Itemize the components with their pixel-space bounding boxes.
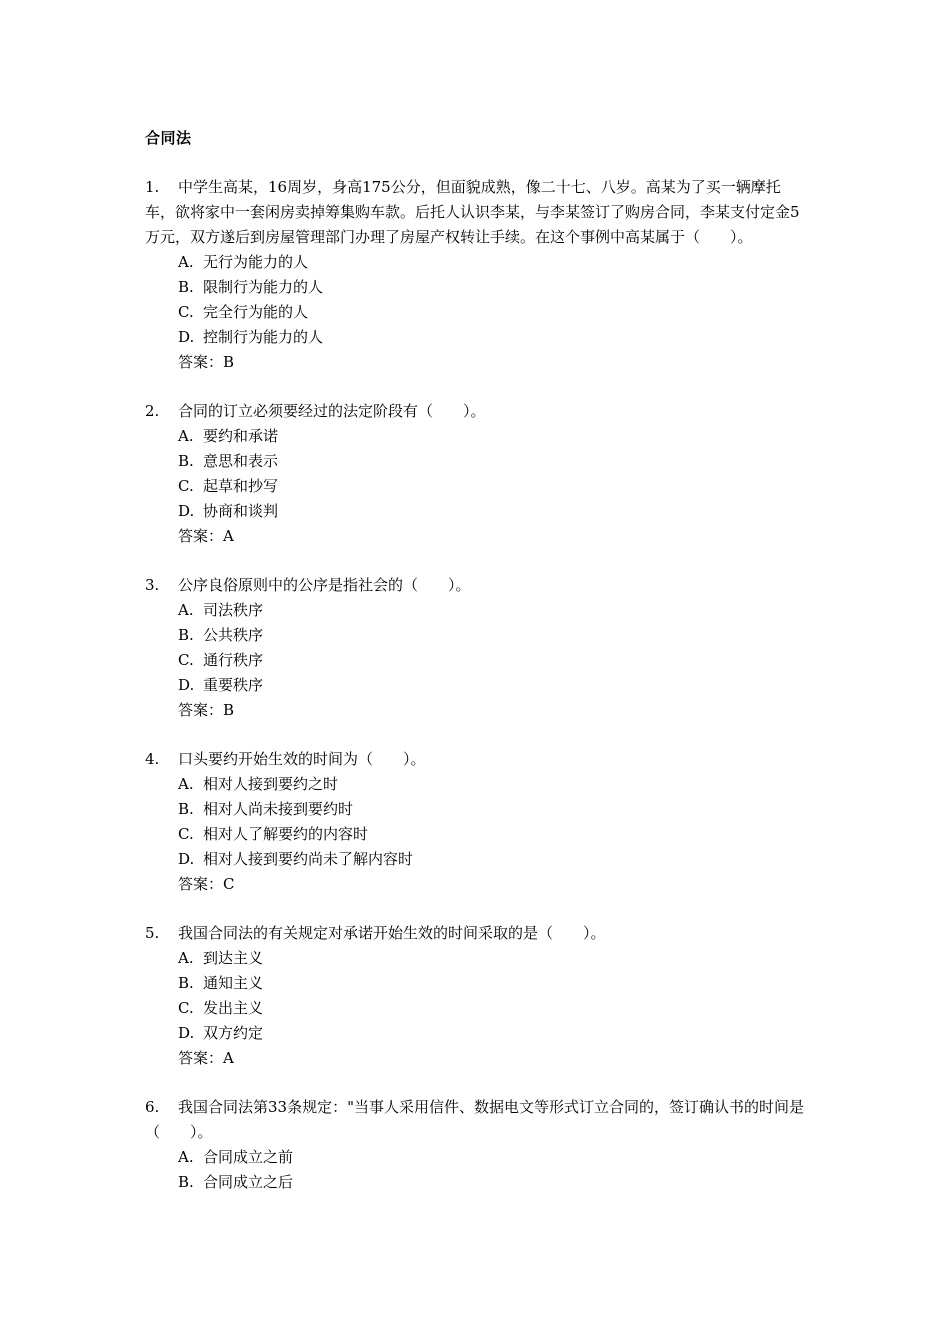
- option-text: 无行为能力的人: [203, 253, 309, 271]
- option-letter: C.: [178, 303, 194, 321]
- option-text: 通知主义: [203, 974, 264, 992]
- question-5: [145, 921, 807, 1071]
- option-a: [145, 598, 807, 623]
- option-text: 双方约定: [203, 1024, 264, 1042]
- option-letter: A.: [178, 601, 194, 619]
- option-c: [145, 474, 807, 499]
- option-c: [145, 822, 807, 847]
- option-letter: B.: [178, 452, 194, 470]
- option-a: [145, 772, 807, 797]
- option-c: [145, 996, 807, 1021]
- option-text: 通行秩序: [203, 651, 264, 669]
- option-letter: A.: [178, 1148, 194, 1166]
- option-text: 发出主义: [203, 999, 264, 1017]
- option-text: 限制行为能力的人: [203, 278, 324, 296]
- question-6: [145, 1095, 807, 1195]
- question-number: 3.: [145, 576, 160, 594]
- question-number: 2.: [145, 402, 160, 420]
- option-a: [145, 946, 807, 971]
- question-text: 口头要约开始生效的时间为（ ）。: [178, 750, 426, 768]
- option-letter: A.: [178, 427, 194, 445]
- option-text: 司法秩序: [203, 601, 264, 619]
- option-text: 相对人了解要约的内容时: [203, 825, 369, 843]
- option-text: 起草和抄写: [203, 477, 279, 495]
- option-letter: C.: [178, 477, 194, 495]
- option-letter: C.: [178, 999, 194, 1017]
- question-number: 1.: [145, 178, 160, 196]
- option-text: 合同成立之后: [203, 1173, 294, 1191]
- question-list: [145, 175, 807, 1219]
- question-text: 中学生高某，16周岁，身高175公分，但面貌成熟，像二十七、八岁。高某为了买一辆摩托车，欲将家中一套闲房卖掉筹集购车款。后托人认识李某，与李某签订了购房合同，李某支付定金5万元，双方遂后到房屋管理部门办理了房屋产权转让手续。在这个事例中高某属于（ ）。: [145, 178, 800, 246]
- option-a: [145, 250, 807, 275]
- question-4: [145, 747, 807, 897]
- question-stem: [145, 175, 807, 250]
- answer-line: 答案：C: [178, 875, 235, 893]
- option-b: [145, 275, 807, 300]
- question-3: [145, 573, 807, 723]
- option-letter: D.: [178, 676, 195, 694]
- option-text: 要约和承诺: [203, 427, 279, 445]
- option-d: [145, 325, 807, 350]
- answer-line: 答案：B: [178, 353, 235, 371]
- option-b: [145, 449, 807, 474]
- option-text: 完全行为能的人: [203, 303, 309, 321]
- option-letter: A.: [178, 775, 194, 793]
- option-letter: B.: [178, 626, 194, 644]
- option-d: [145, 847, 807, 872]
- option-letter: C.: [178, 651, 194, 669]
- question-stem: [145, 399, 807, 424]
- option-text: 重要秩序: [203, 676, 264, 694]
- question-number: 6.: [145, 1098, 160, 1116]
- document-title: 合同法: [145, 129, 192, 147]
- question-stem: [145, 921, 807, 946]
- option-c: [145, 300, 807, 325]
- question-text: 我国合同法的有关规定对承诺开始生效的时间采取的是（ ）。: [178, 924, 606, 942]
- question-text: 公序良俗原则中的公序是指社会的（ ）。: [178, 576, 471, 594]
- option-b: [145, 623, 807, 648]
- question-2: [145, 399, 807, 549]
- option-letter: D.: [178, 1024, 195, 1042]
- option-text: 相对人尚未接到要约时: [203, 800, 354, 818]
- option-b: [145, 797, 807, 822]
- answer-line: 答案：A: [178, 1049, 234, 1067]
- option-letter: D.: [178, 328, 195, 346]
- option-text: 公共秩序: [203, 626, 264, 644]
- option-letter: B.: [178, 974, 194, 992]
- question-1: [145, 175, 807, 375]
- answer-line: 答案：A: [178, 527, 234, 545]
- option-letter: B.: [178, 800, 194, 818]
- question-text: 我国合同法第33条规定："当事人采用信件、数据电文等形式订立合同的，签订确认书的时间是（ ）。: [145, 1098, 804, 1141]
- answer-line: 答案：B: [178, 701, 235, 719]
- question-text: 合同的订立必须要经过的法定阶段有（ ）。: [178, 402, 486, 420]
- option-letter: A.: [178, 949, 194, 967]
- question-stem: [145, 573, 807, 598]
- option-d: [145, 1021, 807, 1046]
- option-a: [145, 424, 807, 449]
- option-letter: B.: [178, 278, 194, 296]
- option-text: 控制行为能力的人: [203, 328, 324, 346]
- question-stem: [145, 747, 807, 772]
- question-stem: [145, 1095, 807, 1145]
- question-number: 4.: [145, 750, 160, 768]
- option-a: [145, 1145, 807, 1170]
- option-c: [145, 648, 807, 673]
- option-text: 合同成立之前: [203, 1148, 294, 1166]
- option-text: 到达主义: [203, 949, 264, 967]
- option-b: [145, 971, 807, 996]
- option-letter: C.: [178, 825, 194, 843]
- option-letter: A.: [178, 253, 194, 271]
- option-d: [145, 499, 807, 524]
- option-text: 相对人接到要约之时: [203, 775, 339, 793]
- option-b: [145, 1170, 807, 1195]
- question-number: 5.: [145, 924, 160, 942]
- option-text: 协商和谈判: [203, 502, 279, 520]
- option-text: 意思和表示: [203, 452, 279, 470]
- option-d: [145, 673, 807, 698]
- option-letter: D.: [178, 850, 195, 868]
- option-text: 相对人接到要约尚未了解内容时: [203, 850, 414, 868]
- option-letter: D.: [178, 502, 195, 520]
- option-letter: B.: [178, 1173, 194, 1191]
